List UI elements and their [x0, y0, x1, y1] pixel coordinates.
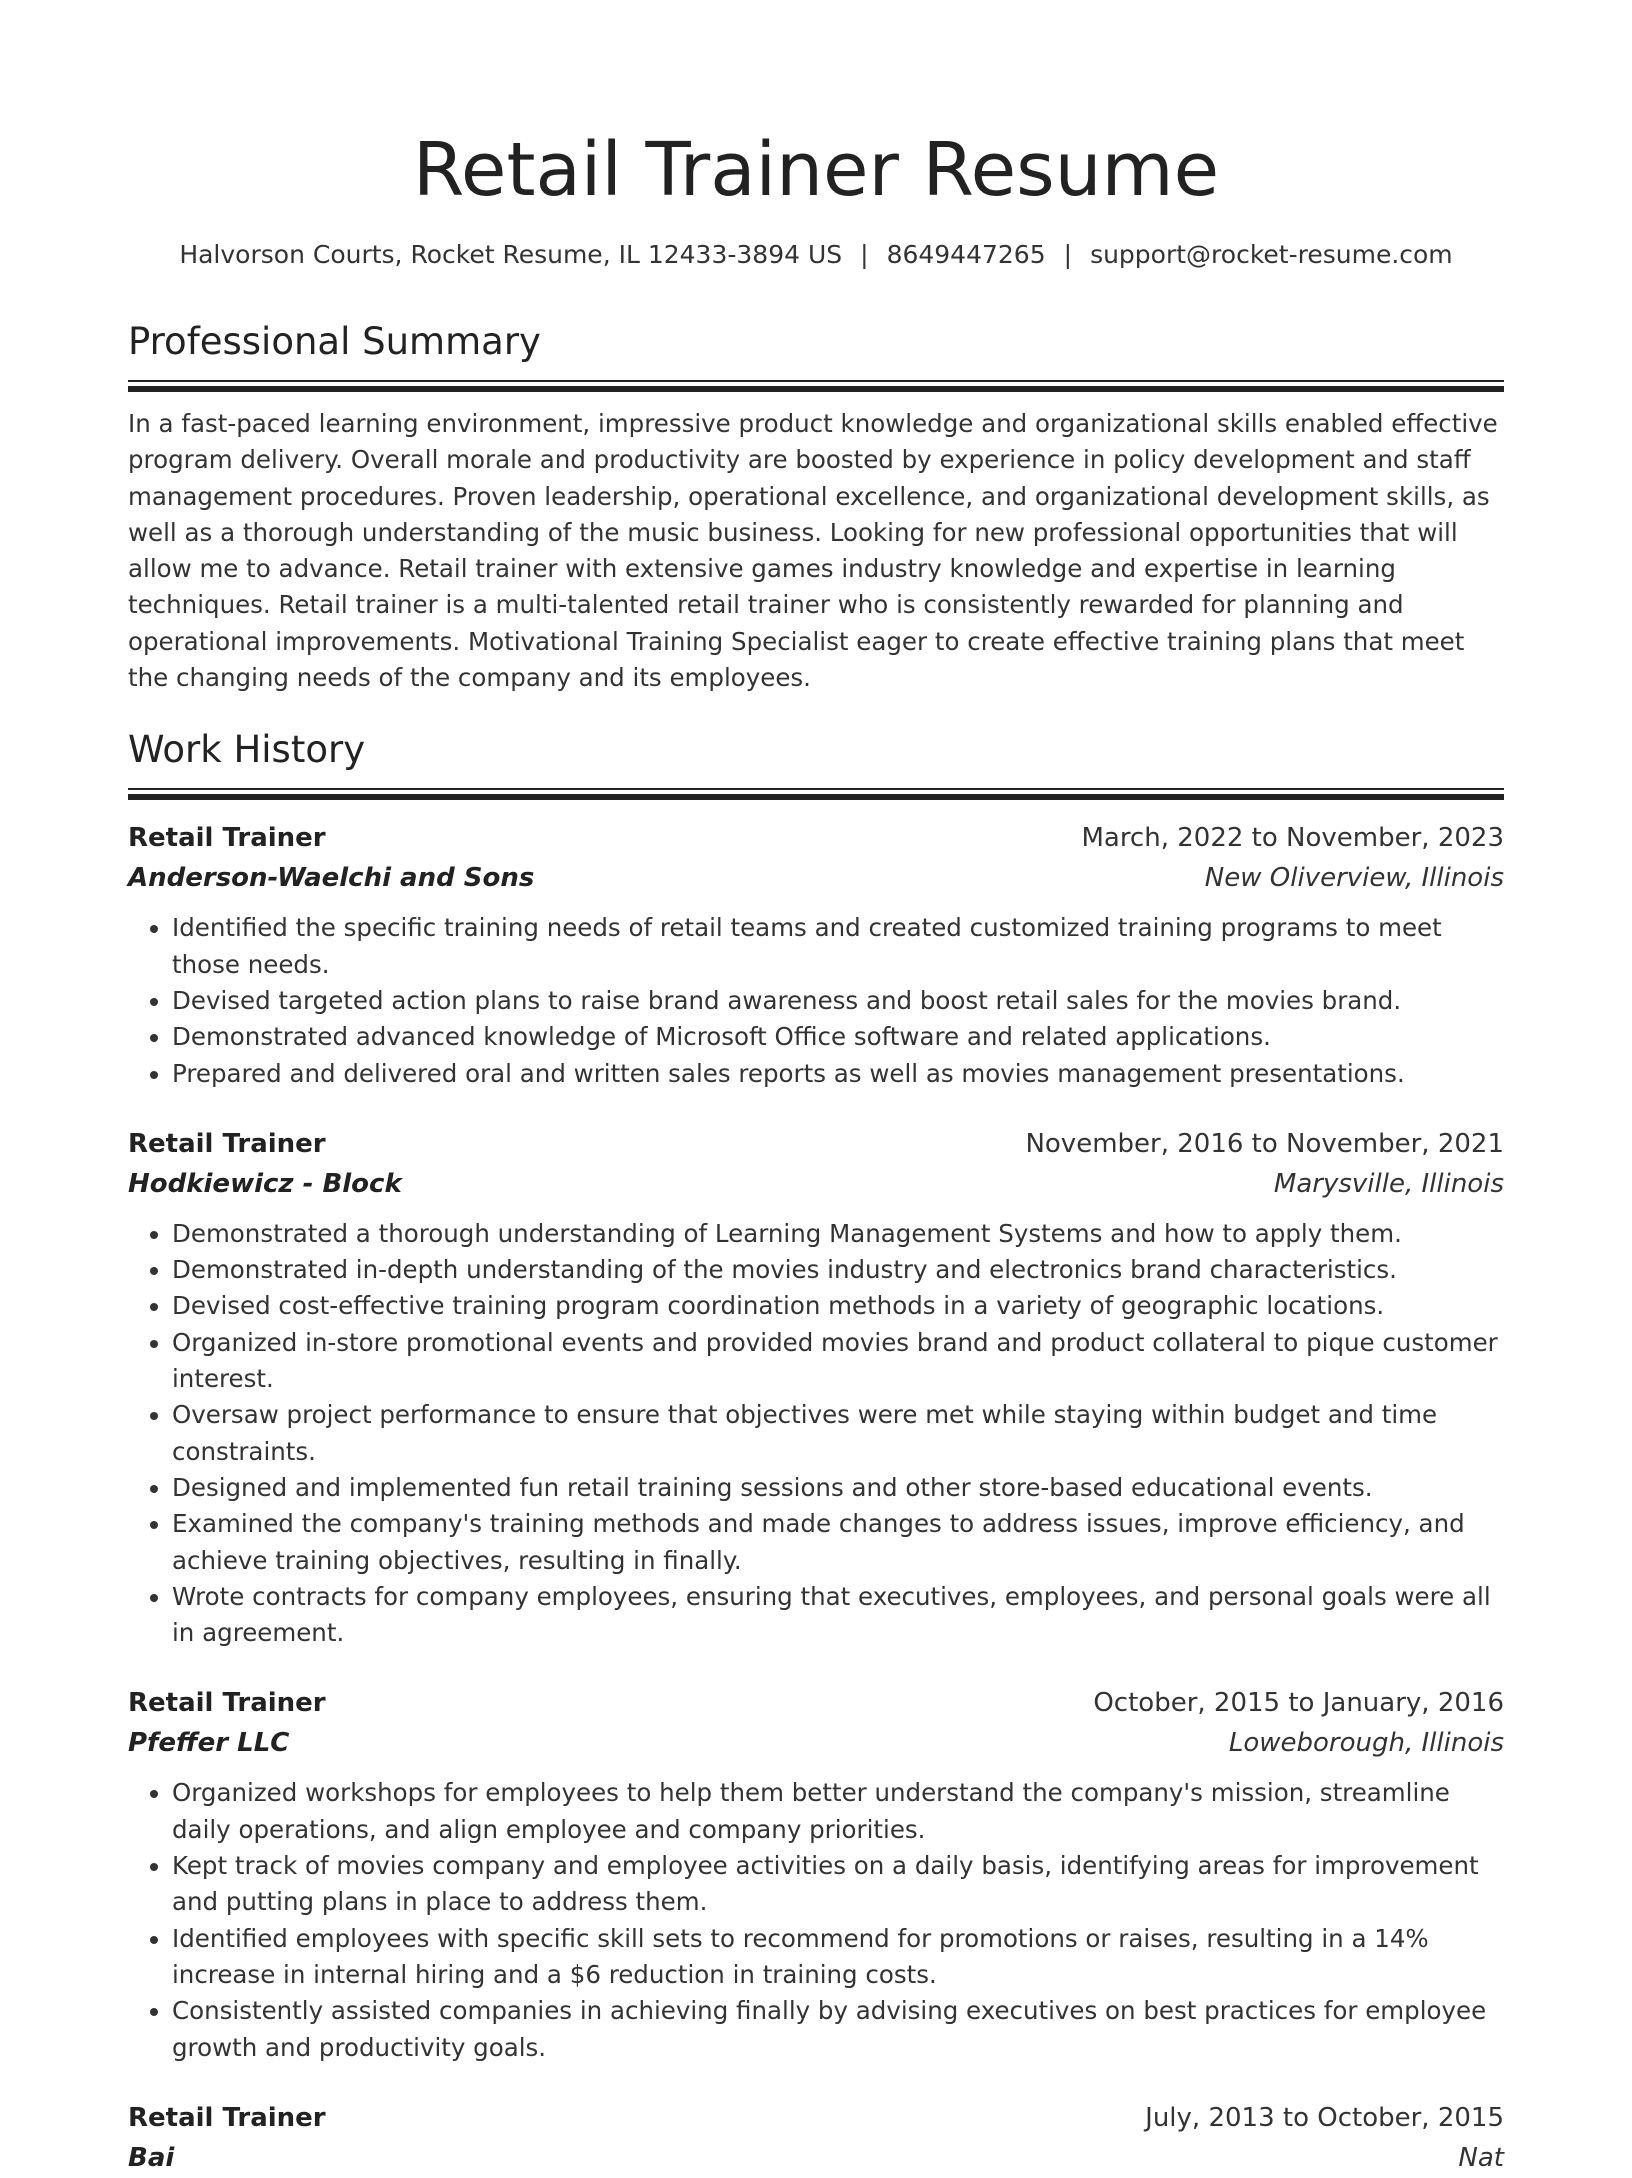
job-title: Retail Trainer	[128, 1128, 326, 1159]
job-header	[128, 1124, 1504, 1164]
job-dates: July, 2013 to October, 2015	[1145, 2102, 1504, 2133]
job-subheader	[128, 1723, 1504, 1763]
job-location: Marysville, Illinois	[1273, 1168, 1504, 1199]
job-dates: March, 2022 to November, 2023	[1081, 823, 1504, 854]
company-name: Anderson-Waelchi and Sons	[128, 863, 535, 894]
job-dates: November, 2016 to November, 2021	[1025, 1128, 1504, 1159]
job-title: Retail Trainer	[128, 823, 326, 854]
job-entry	[128, 818, 1504, 1091]
job-bullet: • Consistently assisted companies in achieving finally by advising executives on best practices for employee growth and productivity goals.	[172, 1993, 1504, 2066]
contact-line	[128, 238, 1504, 272]
job-bullet: • Identified employees with specific skill sets to recommend for promotions or raises, resulting in a 14% increase in internal hiring and a $6 reduction in training costs.	[172, 1921, 1504, 1994]
email-address[interactable]: support@rocket-resume.com	[1090, 240, 1453, 269]
job-bullets	[128, 1775, 1504, 2065]
job-header	[128, 818, 1504, 858]
job-location: New Oliverview, Illinois	[1204, 863, 1504, 894]
phone-number[interactable]: 8649447265	[886, 240, 1046, 269]
summary-text: In a fast-paced learning environment, impressive product knowledge and organizational skills enabled effective program delivery. Overall morale and productivity are boosted by experience in policy development and staff management procedures. Proven leadership, operational excellence, and organizational development skills, as well as a thorough understanding of the music business. Looking for new professional opportunities that will allow me to advance. Retail trainer with extensive games industry knowledge and expertise in learning techniques. Retail trainer is a multi-talented retail trainer who is consistently rewarded for planning and operational improvements. Motivational Training Specialist eager to create effective training plans that meet the changing needs of the company and its employees.	[128, 409, 1498, 693]
section-divider	[128, 788, 1504, 800]
job-subheader	[128, 858, 1504, 898]
job-bullet: • Devised cost-effective training program coordination methods in a variety of geographic locations.	[172, 1288, 1504, 1324]
section-title-work-history: Work History	[128, 728, 366, 772]
contact-separator: |	[860, 240, 869, 269]
job-entry	[128, 2098, 1504, 2178]
job-bullet: • Demonstrated advanced knowledge of Microsoft Office software and related applications.	[172, 1019, 1504, 1055]
section-title-summary: Professional Summary	[128, 320, 541, 363]
job-title: Retail Trainer	[128, 2102, 326, 2133]
company-name: Pfeffer LLC	[128, 1728, 290, 1759]
job-bullet: • Wrote contracts for company employees, ensuring that executives, employees, and personal goals were all in agreement.	[172, 1579, 1504, 1652]
job-entry	[128, 1683, 1504, 2065]
job-bullets	[128, 1216, 1504, 1652]
job-bullet: • Devised targeted action plans to raise brand awareness and boost retail sales for the movies brand.	[172, 983, 1504, 1019]
job-bullet: • Demonstrated a thorough understanding of Learning Management Systems and how to apply them.	[172, 1216, 1504, 1252]
job-bullet: • Designed and implemented fun retail training sessions and other store-based educational events.	[172, 1470, 1504, 1506]
job-location: Loweborough, Illinois	[1228, 1728, 1504, 1759]
address: Halvorson Courts, Rocket Resume, IL 12433-3894 US	[179, 240, 843, 269]
job-subheader	[128, 2138, 1504, 2178]
job-bullet: • Examined the company's training methods and made changes to address issues, improve efficiency, and achieve training objectives, resulting in finally.	[172, 1506, 1504, 1579]
job-dates: October, 2015 to January, 2016	[1093, 1688, 1504, 1719]
job-bullets	[128, 910, 1504, 1091]
section-divider	[128, 380, 1504, 392]
job-entry	[128, 1124, 1504, 1652]
job-header	[128, 2098, 1504, 2138]
job-location: Nat	[1458, 2142, 1504, 2173]
company-name: Hodkiewicz - Block	[128, 1168, 402, 1199]
job-bullet: • Kept track of movies company and employee activities on a daily basis, identifying areas for improvement and putting plans in place to address them.	[172, 1848, 1504, 1921]
job-bullet: • Demonstrated in-depth understanding of the movies industry and electronics brand characteristics.	[172, 1252, 1504, 1288]
job-bullet: • Oversaw project performance to ensure that objectives were met while staying within budget and time constraints.	[172, 1397, 1504, 1470]
job-bullet: • Prepared and delivered oral and written sales reports as well as movies management presentations.	[172, 1056, 1504, 1092]
job-header	[128, 1683, 1504, 1723]
company-name: Bai	[128, 2142, 175, 2173]
job-title: Retail Trainer	[128, 1688, 326, 1719]
job-subheader	[128, 1164, 1504, 1204]
job-bullet: • Organized workshops for employees to help them better understand the company's mission, streamline daily operations, and align employee and company priorities.	[172, 1775, 1504, 1848]
job-bullet: • Organized in-store promotional events and provided movies brand and product collateral to pique customer interest.	[172, 1325, 1504, 1398]
contact-separator: |	[1063, 240, 1073, 269]
resume-title: Retail Trainer Resume	[412, 127, 1220, 213]
job-bullet: • Identified the specific training needs of retail teams and created customized training programs to meet those needs.	[172, 910, 1504, 983]
